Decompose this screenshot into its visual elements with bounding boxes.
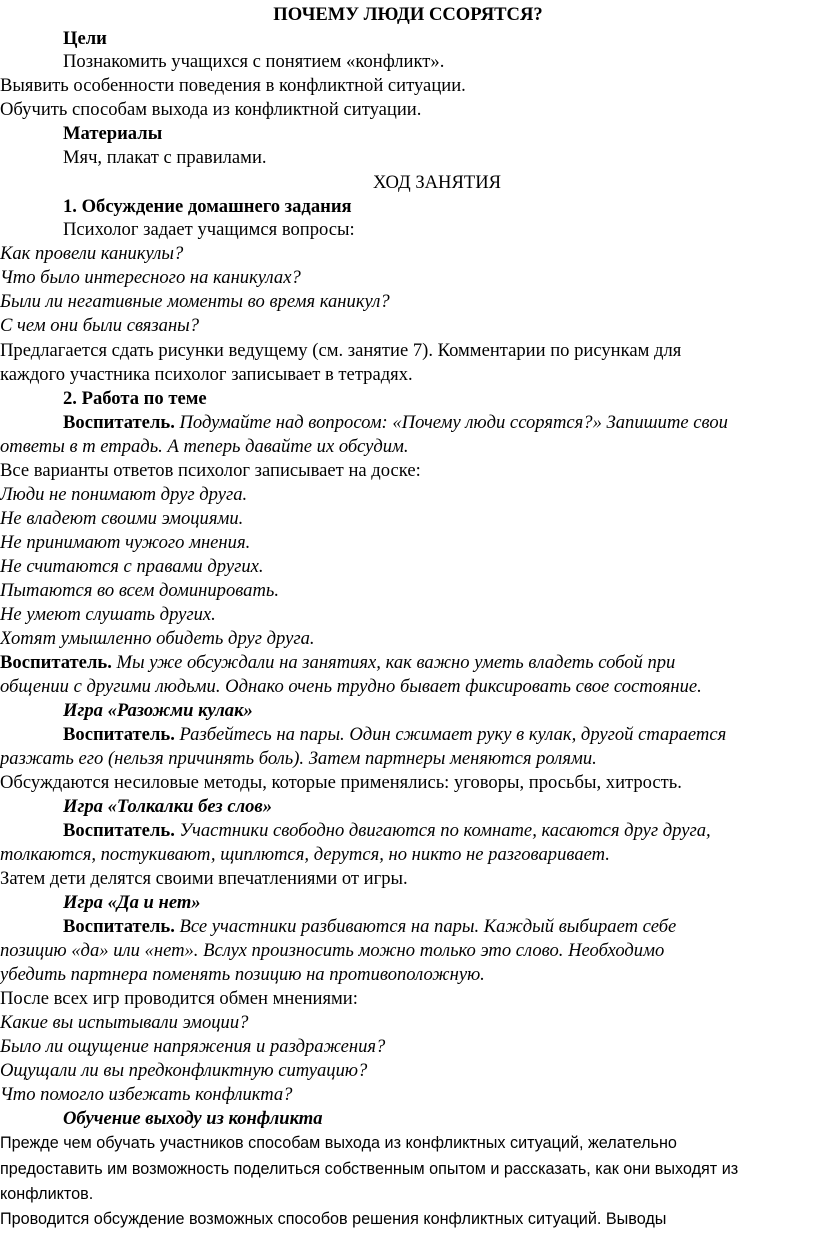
page-title: ПОЧЕМУ ЛЮДИ ССОРЯТСЯ? <box>273 4 543 25</box>
question-item: С чем они были связаны? <box>0 315 200 336</box>
prompt-text: Подумайте над вопросом: «Почему люди ссорятся?» Запишите свои <box>174 412 728 433</box>
game2-after: Затем дети делятся своими впечатлениями от игры. <box>0 868 408 889</box>
conflict-exit-text: предоставить им возможность поделиться собственным опытом и рассказать, как они выходят из <box>0 1160 739 1178</box>
instruction-text: Участники свободно двигаются по комнате, касаются друг друга, <box>174 820 711 841</box>
conflict-exit-title: Обучение выходу из конфликта <box>63 1108 323 1129</box>
game3-instruction: убедить партнера поменять позицию на противоположную. <box>0 964 485 985</box>
section2-heading: 2. Работа по теме <box>63 388 207 409</box>
question-item: Были ли негативные моменты во время каникул? <box>0 291 390 312</box>
reflection-intro: После всех игр проводится обмен мнениями: <box>0 988 358 1009</box>
answer-item: Не владеют своими эмоциями. <box>0 508 244 529</box>
section1-note: Предлагается сдать рисунки ведущему (см. занятие 7). Комментарии по рисункам для <box>0 340 682 361</box>
game3-instruction: позицию «да» или «нет». Вслух произносить можно только это слово. Необходимо <box>0 940 665 961</box>
goal-item: Обучить способам выхода из конфликтной ситуации. <box>0 99 422 120</box>
answer-item: Не умеют слушать других. <box>0 604 216 625</box>
game2-instruction: толкаются, постукивают, щиплются, дерутся, но никто не разговаривает. <box>0 844 610 865</box>
teacher-label: Воспитатель. <box>63 820 175 841</box>
goals-heading: Цели <box>63 28 107 49</box>
question-item: Что было интересного на каникулах? <box>0 267 301 288</box>
answer-item: Люди не понимают друг друга. <box>0 484 248 505</box>
teacher-comment <box>0 651 816 674</box>
conflict-exit-text: конфликтов. <box>0 1185 94 1203</box>
section1-heading: 1. Обсуждение домашнего задания <box>63 196 352 217</box>
game3-title: Игра «Да и нет» <box>63 892 201 913</box>
answer-item: Не считаются с правами других. <box>0 556 264 577</box>
answer-item: Не принимают чужого мнения. <box>0 532 251 553</box>
game1-instruction: разжать его (нельзя причинять боль). Затем партнеры меняются ролями. <box>0 748 597 769</box>
reflection-question: Что помогло избежать конфликта? <box>0 1084 293 1105</box>
teacher-comment: общении с другими людьми. Однако очень трудно бывает фиксировать свое состояние. <box>0 676 702 697</box>
question-item: Как провели каникулы? <box>0 243 184 264</box>
game3-instruction <box>63 915 816 938</box>
section2-prompt <box>63 411 816 434</box>
game2-title: Игра «Толкалки без слов» <box>63 796 273 817</box>
section1-intro: Психолог задает учащимся вопросы: <box>63 219 355 240</box>
board-intro: Все варианты ответов психолог записывает на доске: <box>0 460 421 481</box>
comment-text: Мы уже обсуждали на занятиях, как важно уметь владеть собой при <box>111 652 676 673</box>
section1-note: каждого участника психолог записывает в тетрадях. <box>0 364 413 385</box>
section2-prompt: ответы в т етрадь. А теперь давайте их обсудим. <box>0 436 409 457</box>
answer-item: Хотят умышленно обидеть друг друга. <box>0 628 315 649</box>
materials-text: Мяч, плакат с правилами. <box>63 147 267 168</box>
game2-instruction <box>63 819 816 842</box>
reflection-question: Было ли ощущение напряжения и раздражения? <box>0 1036 386 1057</box>
teacher-label: Воспитатель. <box>63 724 175 745</box>
game1-discussion: Обсуждаются несиловые методы, которые применялись: уговоры, просьбы, хитрость. <box>0 772 682 793</box>
reflection-question: Ощущали ли вы предконфликтную ситуацию? <box>0 1060 368 1081</box>
conflict-exit-text: Проводится обсуждение возможных способов решения конфликтных ситуаций. Выводы <box>0 1210 667 1228</box>
teacher-label: Воспитатель. <box>63 916 175 937</box>
reflection-question: Какие вы испытывали эмоции? <box>0 1012 249 1033</box>
goal-item: Выявить особенности поведения в конфликтной ситуации. <box>0 75 466 96</box>
instruction-text: Все участники разбиваются на пары. Каждый выбирает себе <box>174 916 677 937</box>
conflict-exit-text: Прежде чем обучать участников способам выхода из конфликтных ситуаций, желательно <box>0 1134 677 1152</box>
teacher-label: Воспитатель. <box>0 652 112 673</box>
instruction-text: Разбейтесь на пары. Один сжимает руку в кулак, другой старается <box>174 724 727 745</box>
goal-item: Познакомить учащихся с понятием «конфликт». <box>63 51 445 72</box>
game1-instruction <box>63 723 816 746</box>
materials-heading: Материалы <box>63 123 163 144</box>
lesson-heading: ХОД ЗАНЯТИЯ <box>373 172 502 193</box>
teacher-label: Воспитатель. <box>63 412 175 433</box>
game1-title: Игра «Разожми кулак» <box>63 700 253 721</box>
answer-item: Пытаются во всем доминировать. <box>0 580 280 601</box>
